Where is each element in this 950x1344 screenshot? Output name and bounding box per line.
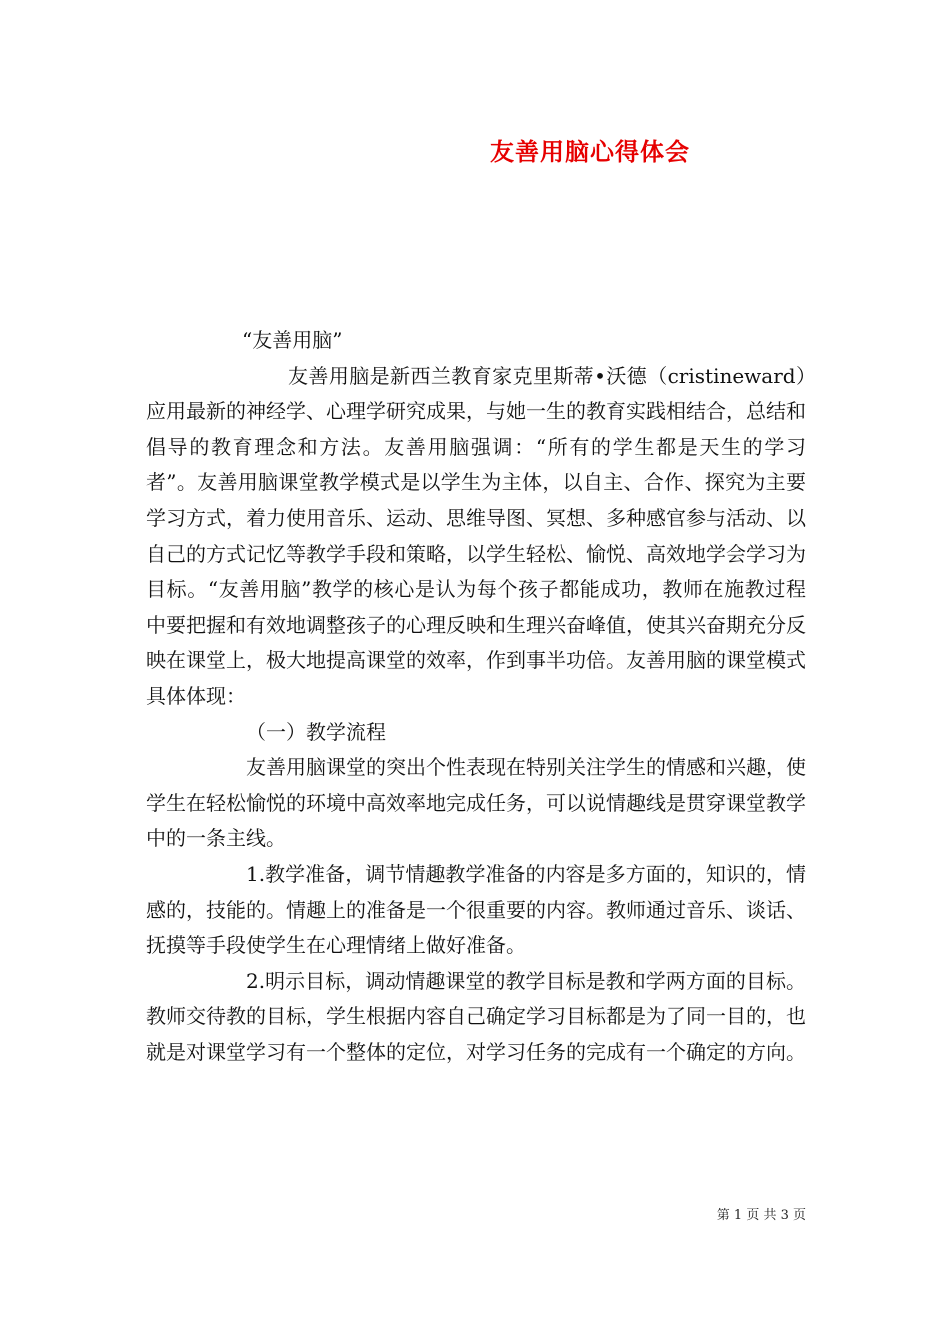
paragraph-item-1: 1.教学准备，调节情趣教学准备的内容是多方面的，知识的，情感的，技能的。情趣上的准备是一个很重要的内容。教师通过音乐、谈话、抚摸等手段使学生在心理情绪上做好准备。 xyxy=(146,861,806,958)
document-title: 友善用脑心得体会 xyxy=(490,137,690,166)
paragraph-item-2: 2.明示目标，调动情趣课堂的教学目标是教和学两方面的目标。教师交待教的目标，学生根据内容自己确定学习目标都是为了同一目的，也就是对课堂学习有一个整体的定位，对学习任务的完成有一个确定的方向。 xyxy=(146,968,806,1064)
paragraph-intro: 友善用脑是新西兰教育家克里斯蒂•沃德（cristineward）应用最新的神经学、心理学研究成果，与她一生的教育实践相结合，总结和倡导的教育理念和方法。友善用脑强调：“所有的学生都是天生的学习者”。友善用脑课堂教学模式是以学生为主体，以自主、合作、探究为主要学习方式，着力使用音乐、运动、思维导图、冥想、多种感官参与活动、以自己的方式记忆等教学手段和策略，以学生轻松、愉悦、高效地学会学习为目标。“友善用脑”教学的核心是认为每个孩子都能成功，教师在施教过程中要把握和有效地调整孩子的心理反映和生理兴奋峰值，使其兴奋期充分反映在课堂上，极大地提高课堂的效率，作到事半功倍。友善用脑的课堂模式具体体现： xyxy=(146,363,806,708)
section-heading-quote: “友善用脑” xyxy=(242,328,343,352)
section-heading-teaching-process: （一）教学流程 xyxy=(246,719,386,744)
document-body xyxy=(146,323,806,1070)
paragraph-process-intro: 友善用脑课堂的突出个性表现在特别关注学生的情感和兴趣，使学生在轻松愉悦的环境中高效率地完成任务，可以说情趣线是贯穿课堂教学中的一条主线。 xyxy=(146,755,806,851)
page-footer: 第 1 页 共 3 页 xyxy=(716,1208,806,1223)
